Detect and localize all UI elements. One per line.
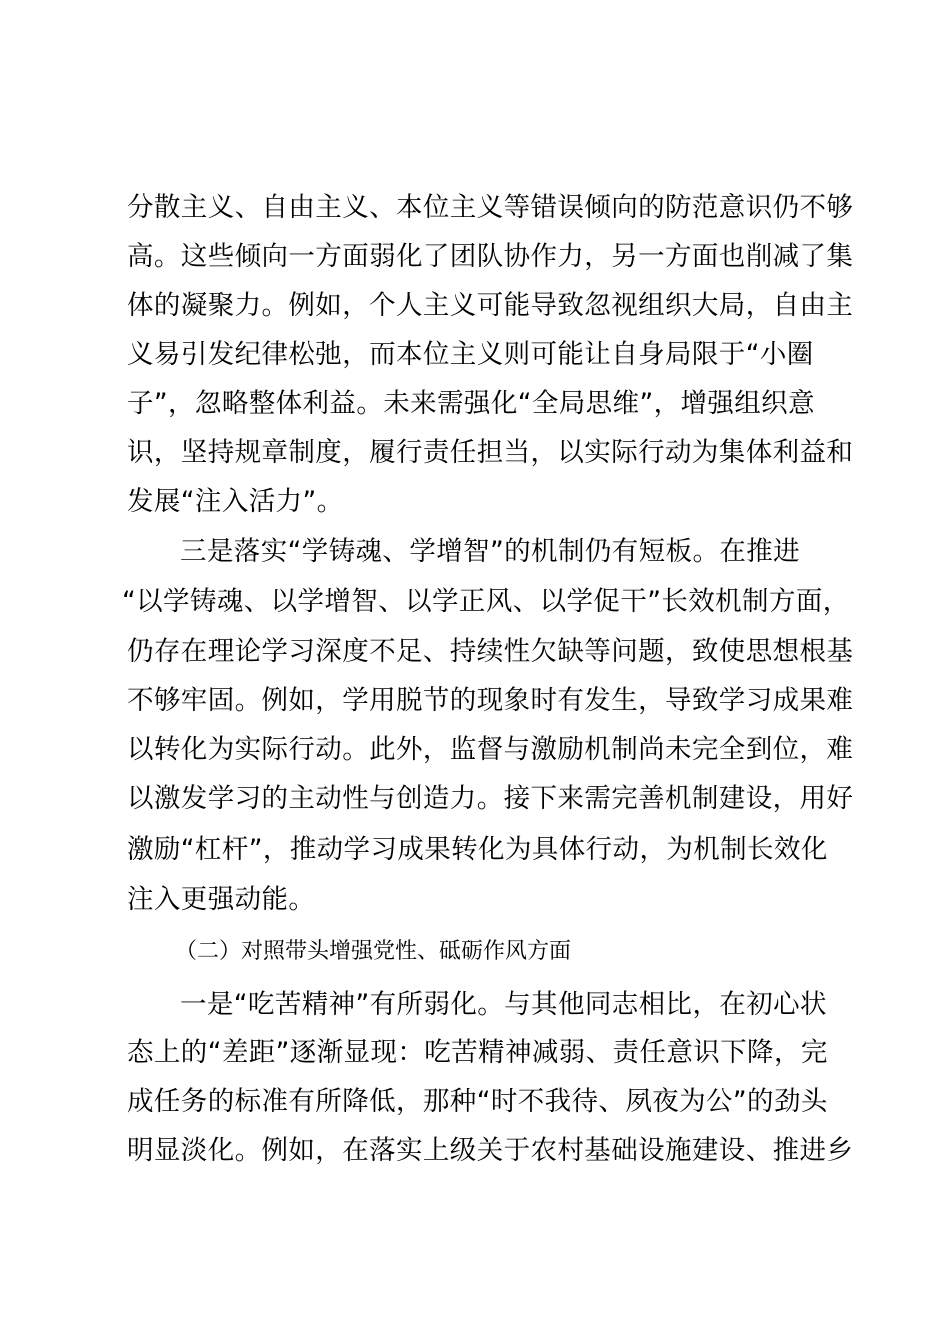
paragraph-1-line: 分散主义、自由主义、本位主义等错误倾向的防范意识仍不够	[127, 192, 854, 223]
paragraph-2-line: 以激发学习的主动性与创造力。接下来需完善机制建设，用好	[127, 783, 854, 814]
paragraph-2-line: 仍存在理论学习深度不足、持续性欠缺等问题，致使思想根基	[127, 636, 854, 667]
paragraph-2-line: “以学铸魂、以学增智、以学正风、以学促干”长效机制方面，	[122, 586, 850, 617]
paragraph-3-line: 态上的“差距”逐渐显现：吃苦精神减弱、责任意识下降，完	[127, 1037, 828, 1068]
paragraph-3-line: 一是“吃苦精神”有所弱化。与其他同志相比，在初心状	[180, 989, 827, 1020]
paragraph-1-line: 义易引发纪律松弛，而本位主义则可能让自身局限于“小圈	[127, 339, 814, 370]
paragraph-3-line: 成任务的标准有所降低，那种“时不我待、夙夜为公”的劲头	[127, 1086, 828, 1117]
paragraph-1-line: 高。这些倾向一方面弱化了团队协作力，另一方面也削减了集	[127, 241, 854, 272]
paragraph-1-line: 发展“注入活力”。	[127, 486, 344, 517]
paragraph-2-line: 不够牢固。例如，学用脱节的现象时有发生，导致学习成果难	[127, 685, 854, 716]
paragraph-2-line: 激励“杠杆”，推动学习成果转化为具体行动，为机制长效化	[127, 834, 828, 865]
paragraph-1-line: 子”，忽略整体利益。未来需强化“全局思维”，增强组织意	[127, 388, 815, 419]
paragraph-1-line: 体的凝聚力。例如，个人主义可能导致忽视组织大局，自由主	[127, 290, 854, 321]
section-heading: （二）对照带头增强党性、砥砺作风方面	[175, 939, 572, 964]
paragraph-2-line: 注入更强动能。	[127, 884, 316, 915]
paragraph-2-line: 以转化为实际行动。此外，监督与激励机制尚未完全到位，难	[127, 734, 854, 765]
paragraph-3-line: 明显淡化。例如，在落实上级关于农村基础设施建设、推进乡	[127, 1135, 854, 1166]
paragraph-2-line: 三是落实“学铸魂、学增智”的机制仍有短板。在推进	[180, 536, 801, 567]
paragraph-1-line: 识，坚持规章制度，履行责任担当，以实际行动为集体利益和	[127, 437, 854, 468]
